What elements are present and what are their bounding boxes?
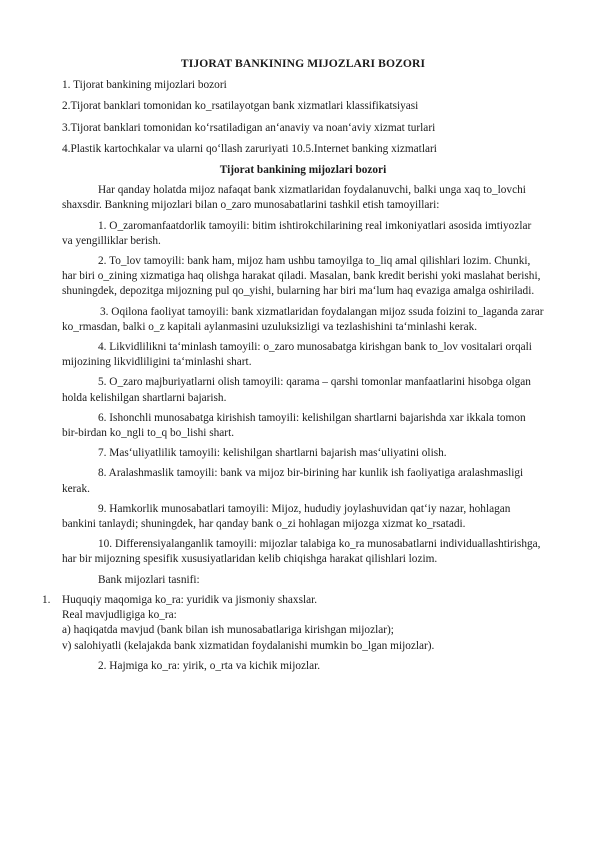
section-heading: Tijorat bankining mijozlari bozori (219, 164, 387, 177)
toc-item: 2.Tijorat banklari tomonidan ko_rsatilayotgan bank xizmatlari klassifikatsiyasi (62, 100, 419, 113)
principle-paragraph: 5. O_zaro majburiyatlarni olish tamoyili: qarama – qarshi tomonlar manfaatlarini hisobga olgan holda kelishilgan shartlarni bajarish. (62, 376, 531, 404)
classification-heading: Bank mijozlari tasnifi: (98, 573, 200, 586)
classification-list-item (42, 593, 544, 654)
list-line: Real mavjudligiga ko_ra: (62, 609, 177, 622)
principle-paragraph: 4. Likvidlilikni ta‘minlash tamoyili: o_zaro munosabatga kirishgan bank to_lov vositalari orqali mijozining likvidliligini ta‘minlashi shart. (62, 341, 532, 369)
list-line: Huquqiy maqomiga ko_ra: yuridik va jismoniy shaxslar. (62, 593, 318, 606)
principle-paragraph: 3. Oqilona faoliyat tamoyili: bank xizmatlaridan foydalangan mijoz ssuda foizini to_laganda zarar ko_rmasdan, balki o_z kapitali aylanmasini uzuluksizligi va tezlashishini ta‘minlashi kerak. (62, 305, 544, 333)
document-page (42, 56, 544, 679)
list-line: v) salohiyatli (kelajakda bank xizmatidan foydalanishi mumkin bo_lgan mijozlar). (62, 639, 435, 652)
principle-paragraph: 1. O_zaromanfaatdorlik tamoyili: bitim ishtirokchilarining real imkoniyatlari asosida imtiyozlar va yengilliklar berish. (62, 219, 532, 247)
principle-paragraph: 8. Aralashmaslik tamoyili: bank va mijoz bir-birining har kunlik ish faoliyatiga aralashmasligi kerak. (62, 467, 524, 495)
list-number: 1. (42, 593, 51, 606)
toc-item: 4.Plastik kartochkalar va ularni qo‘llash zaruriyati 10.5.Internet banking xizmatlari (62, 142, 437, 155)
size-classification-paragraph: 2. Hajmiga ko_ra: yirik, o_rta va kichik mijozlar. (98, 659, 321, 672)
principle-paragraph: 2. To_lov tamoyili: bank ham, mijoz ham ushbu tamoyilga to_liq amal qilishlari lozim. Chunki, har biri o_zining xizmatiga haq olishga harakat qiladi. Masalan, bank kredit berishi yoki maslahat berishi, shuningdek, depozitga mijozning pul qo_yishi, bularning har biri ma‘lum haq evaziga amalga oshiriladi. (62, 255, 541, 298)
principle-paragraph: 6. Ishonchli munosabatga kirishish tamoyili: kelishilgan shartlarni bajarishda xar ikkala tomon bir-birdan ko_ngli to_q bo_lishi shart. (62, 411, 526, 440)
toc-item: 3.Tijorat banklari tomonidan ko‘rsatiladigan an‘anaviy va noan‘aviy xizmat turlari (62, 121, 436, 134)
principle-paragraph: 9. Hamkorlik munosabatlari tamoyili: Mijoz, hududiy joylashuvidan qat‘iy nazar, hohlagan bankini tanlaydi; shuningdek, har qanday bank o_zi hohlagan mijozga xizmat ko_rsatadi. (62, 502, 511, 531)
principle-paragraph: 10. Differensiyalanganlik tamoyili: mijozlar talabiga ko_ra munosabatlarni individuallashtirishga, har bir mijozning spesifik xususiyatlaridan kelib chiqishga harakat qilishlari lozim. (62, 538, 541, 566)
principle-paragraph: 7. Mas‘uliyatlilik tamoyili: kelishilgan shartlarni bajarish mas‘uliyatini olish. (98, 447, 447, 460)
page-title: TIJORAT BANKINING MIJOZLARI BOZORI (180, 57, 426, 70)
toc-item: 1. Tijorat bankining mijozlari bozori (62, 79, 227, 92)
list-line: a) haqiqatda mavjud (bank bilan ish munosabatlariga kirishgan mijozlar); (62, 624, 394, 637)
intro-paragraph: Har qanday holatda mijoz nafaqat bank xizmatlaridan foydalanuvchi, balki unga xaq to_lovchi shaxsdir. Bankning mijozlari bilan o_zaro munosabatlarini tashkil etish tamoyillari: (62, 184, 526, 212)
